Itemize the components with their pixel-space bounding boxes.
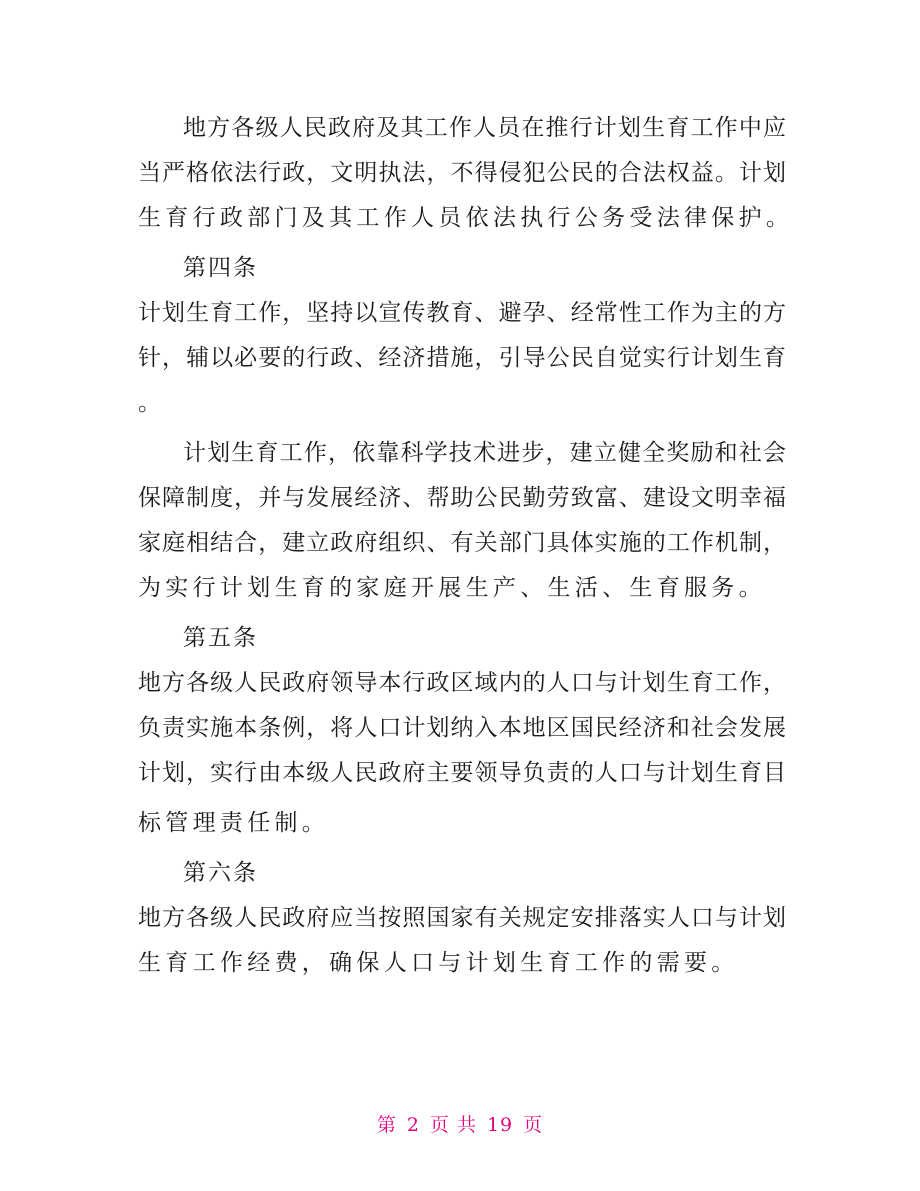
current-page-number: 2 <box>406 1114 420 1136</box>
paragraph-line: 计划生育工作，坚持以宣传教育、避孕、经常性工作为主的方 <box>138 300 786 326</box>
article-heading: 第五条 <box>183 625 258 651</box>
paragraph-line: 地方各级人民政府及其工作人员在推行计划生育工作中应 <box>183 115 786 141</box>
paragraph-line: 计划，实行由本级人民政府主要领导负责的人口与计划生育目 <box>138 760 786 786</box>
paragraph-line: 生育行政部门及其工作人员依法执行公务受法律保护。 <box>138 205 794 231</box>
paragraph-line: 为实行计划生育的家庭开展生产、生活、生育服务。 <box>138 575 766 601</box>
footer-middle: 页 共 <box>429 1114 477 1136</box>
paragraph-line: 计划生育工作，依靠科学技术进步，建立健全奖励和社会 <box>183 440 786 466</box>
page-number-footer <box>0 1113 920 1137</box>
paragraph-line: 负责实施本条例，将人口计划纳入本地区国民经济和社会发展 <box>138 715 786 741</box>
paragraph-line: 保障制度，并与发展经济、帮助公民勤劳致富、建设文明幸福 <box>138 485 786 511</box>
paragraph-line: 。 <box>138 390 166 416</box>
paragraph-line: 地方各级人民政府领导本行政区域内的人口与计划生育工作， <box>138 670 786 696</box>
footer-suffix: 页 <box>523 1114 544 1136</box>
article-heading: 第六条 <box>183 860 258 886</box>
total-page-number: 19 <box>486 1114 514 1136</box>
paragraph-line: 生育工作经费，确保人口与计划生育工作的需要。 <box>138 950 739 976</box>
paragraph-line: 标管理责任制。 <box>138 810 330 836</box>
paragraph-line: 家庭相结合，建立政府组织、有关部门具体实施的工作机制， <box>138 530 786 556</box>
article-heading: 第四条 <box>183 255 258 281</box>
paragraph-line: 当严格依法行政，文明执法，不得侵犯公民的合法权益。计划 <box>138 160 786 186</box>
paragraph-line: 针，辅以必要的行政、经济措施，引导公民自觉实行计划生育 <box>138 345 786 371</box>
footer-prefix: 第 <box>376 1114 397 1136</box>
paragraph-line: 地方各级人民政府应当按照国家有关规定安排落实人口与计划 <box>138 905 786 931</box>
